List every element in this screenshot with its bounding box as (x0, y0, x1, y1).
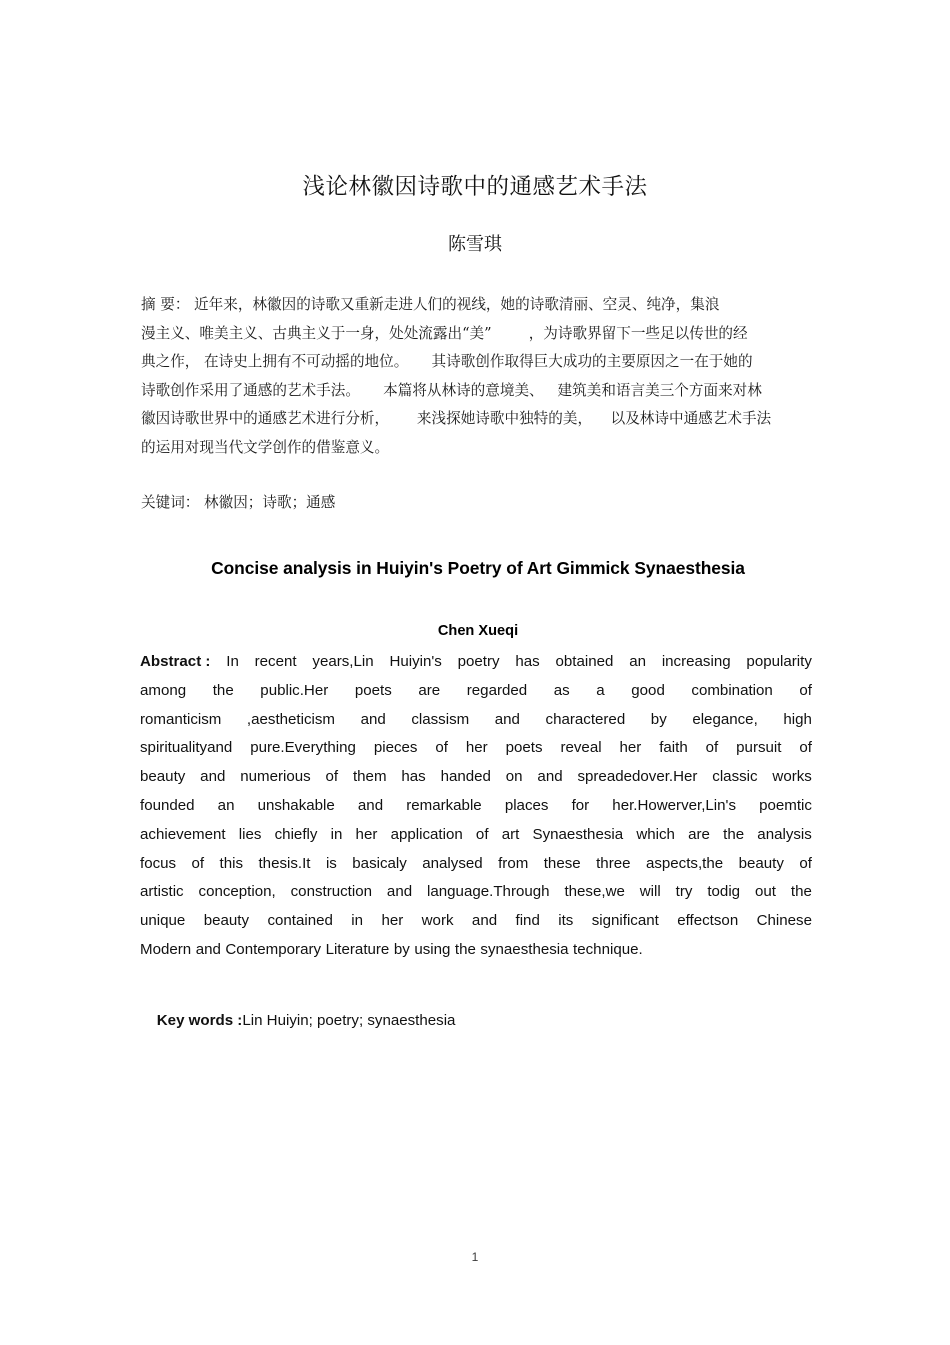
chinese-abstract (141, 291, 817, 463)
english-abstract-line (140, 648, 812, 677)
word: for (571, 796, 590, 814)
word: try (675, 883, 693, 901)
word: Synaesthesia (532, 825, 624, 843)
word: and (360, 710, 386, 728)
word: her (465, 739, 488, 757)
word: application (390, 825, 463, 843)
word: these,we (564, 883, 625, 901)
word: in (351, 912, 364, 930)
word: public.Her (260, 681, 329, 699)
chinese-abstract-line: 典之作， 在诗史上拥有不可动摇的地位。 其诗歌创作取得巨大成功的主要原因之一在于她的 (141, 353, 753, 371)
chinese-abstract-line: 徽因诗歌世界中的通感艺术进行分析， 来浅探她诗歌中独特的美， 以及林诗中通感艺术手法 (141, 410, 772, 428)
word: her (619, 739, 642, 757)
word: handed (440, 768, 491, 786)
word: the (790, 883, 812, 901)
english-keywords-label: Key words : (156, 1012, 243, 1029)
word: conception, (198, 883, 276, 901)
word: increasing (661, 653, 731, 670)
word: and (357, 796, 384, 814)
word: of (799, 739, 812, 757)
word: the (454, 940, 476, 958)
word: classic (712, 768, 758, 786)
word: effectson (677, 912, 739, 930)
word: chiefly (274, 825, 318, 843)
word: Literature (325, 940, 390, 958)
word: regarded (466, 681, 528, 699)
word: pursuit (736, 739, 782, 757)
word: beauty (203, 912, 250, 930)
word: lies (238, 825, 262, 843)
english-abstract-line (140, 763, 812, 792)
word: of (799, 681, 812, 699)
chinese-keywords: 关键词： 林徽因；诗歌；通感 (141, 494, 336, 511)
word: and (195, 940, 221, 958)
word: among (140, 681, 187, 699)
word: find (515, 912, 540, 930)
word: analysis (757, 825, 812, 843)
english-keywords-value: Lin Huiyin; poetry; synaesthesia (242, 1012, 456, 1029)
word: popularity (746, 653, 812, 670)
word: contained (267, 912, 333, 930)
word: elegance, (692, 710, 758, 728)
english-abstract-line (140, 677, 812, 706)
word: technique. (573, 940, 643, 958)
word: todig (707, 883, 741, 901)
word: Modern (140, 940, 192, 958)
word: of (475, 825, 489, 843)
word: obtained (555, 653, 614, 670)
english-abstract-line (140, 878, 812, 907)
word: and (386, 883, 413, 901)
word: romanticism (140, 710, 222, 728)
word: charactered (545, 710, 626, 728)
word: significant (591, 912, 659, 930)
english-author: Chen Xueqi (437, 623, 519, 639)
english-keywords (140, 985, 816, 1057)
word: basicaly (352, 854, 407, 872)
word: numerious (240, 768, 311, 786)
word: her (381, 912, 404, 930)
word: using (414, 940, 451, 958)
word: achievement (140, 825, 226, 843)
word: by (393, 940, 410, 958)
word: language.Through (427, 883, 550, 901)
chinese-abstract-line: 漫主义、唯美主义、古典主义于一身，处处流露出“美” ，为诗歌界留下一些足以传世的经 (141, 324, 748, 342)
word: on (505, 768, 523, 786)
word: her.Howerver,Lin's (612, 796, 736, 814)
chinese-abstract-line: 诗歌创作采用了通感的艺术手法。 本篇将从林诗的意境美、 建筑美和语言美三个方面来对林 (141, 381, 762, 399)
word: faith (659, 739, 688, 757)
word: are (418, 681, 441, 699)
word: from (498, 854, 529, 872)
word: founded (140, 796, 195, 814)
word: work (421, 912, 454, 930)
word: reveal (560, 739, 602, 757)
word: focus (140, 854, 177, 872)
word: analysed (422, 854, 483, 872)
word: them (352, 768, 387, 786)
word: of (799, 854, 812, 872)
english-abstract-line (140, 936, 812, 965)
word: has (401, 768, 426, 786)
word: a (596, 681, 605, 699)
word: aspects,the (645, 854, 724, 872)
chinese-title: 浅论林徽因诗歌中的通感艺术手法 (302, 174, 648, 200)
word: artistic (140, 883, 184, 901)
chinese-author: 陈雪琪 (448, 234, 502, 255)
word: by (650, 710, 667, 728)
word: poets (505, 739, 543, 757)
word: recent (254, 653, 297, 670)
word: her (355, 825, 378, 843)
english-title: Concise analysis in Huiyin's Poetry of Art Gimmick Synaesthesia (211, 558, 745, 578)
word: spreadedover.Her (577, 768, 698, 786)
word: out (754, 883, 776, 901)
word: of (705, 739, 719, 757)
word: pure.Everything (250, 739, 356, 757)
chinese-abstract-line: 的运用对现当代文学创作的借鉴意义。 (141, 438, 390, 456)
word: In (226, 653, 239, 670)
word: its (558, 912, 574, 930)
word: poets (354, 681, 392, 699)
word: Huiyin's (389, 653, 442, 670)
english-abstract (140, 648, 812, 965)
word: poetry (457, 653, 500, 670)
word: combination (691, 681, 773, 699)
word: these (543, 854, 581, 872)
word: of (325, 768, 339, 786)
word: years,Lin (312, 653, 374, 670)
word: places (504, 796, 549, 814)
word: good (631, 681, 665, 699)
word: synaesthesia (480, 940, 569, 958)
word: unique (140, 912, 186, 930)
word: and (494, 710, 520, 728)
english-abstract-line (140, 821, 812, 850)
word: high (783, 710, 812, 728)
word: as (553, 681, 570, 699)
word: Contemporary (225, 940, 322, 958)
word: will (639, 883, 661, 901)
word: poemtic (759, 796, 812, 814)
word: ,aestheticism (246, 710, 336, 728)
word: an (629, 653, 647, 670)
english-abstract-line (140, 792, 812, 821)
word: classism (411, 710, 470, 728)
word: unshakable (257, 796, 335, 814)
word: in (330, 825, 343, 843)
word: thesis.It (258, 854, 311, 872)
word: three (596, 854, 631, 872)
english-abstract-line (140, 734, 812, 763)
word: an (217, 796, 235, 814)
word: which (636, 825, 675, 843)
word: beauty (738, 854, 784, 872)
word: the (723, 825, 745, 843)
word: this (219, 854, 244, 872)
word: Chinese (756, 912, 812, 930)
word: and (537, 768, 563, 786)
word: has (515, 653, 540, 670)
word: remarkable (406, 796, 482, 814)
word: pieces (373, 739, 418, 757)
word: of (435, 739, 448, 757)
word: construction (290, 883, 373, 901)
word: of (191, 854, 205, 872)
word: the (212, 681, 234, 699)
word: spiritualityand (140, 739, 233, 757)
word: art (501, 825, 520, 843)
word: beauty (140, 768, 186, 786)
word: are (688, 825, 710, 843)
english-abstract-line (140, 907, 812, 936)
word: and (471, 912, 498, 930)
word: and (200, 768, 226, 786)
word: works (772, 768, 812, 786)
english-abstract-label: Abstract : (140, 653, 211, 670)
chinese-abstract-line: 摘 要： 近年来，林徽因的诗歌又重新走进人们的视线，她的诗歌清丽、空灵、纯净，集浪 (141, 296, 720, 313)
english-abstract-line (140, 706, 812, 735)
page-number: 1 (471, 1250, 479, 1264)
word: is (325, 854, 337, 872)
english-abstract-line (140, 850, 812, 879)
